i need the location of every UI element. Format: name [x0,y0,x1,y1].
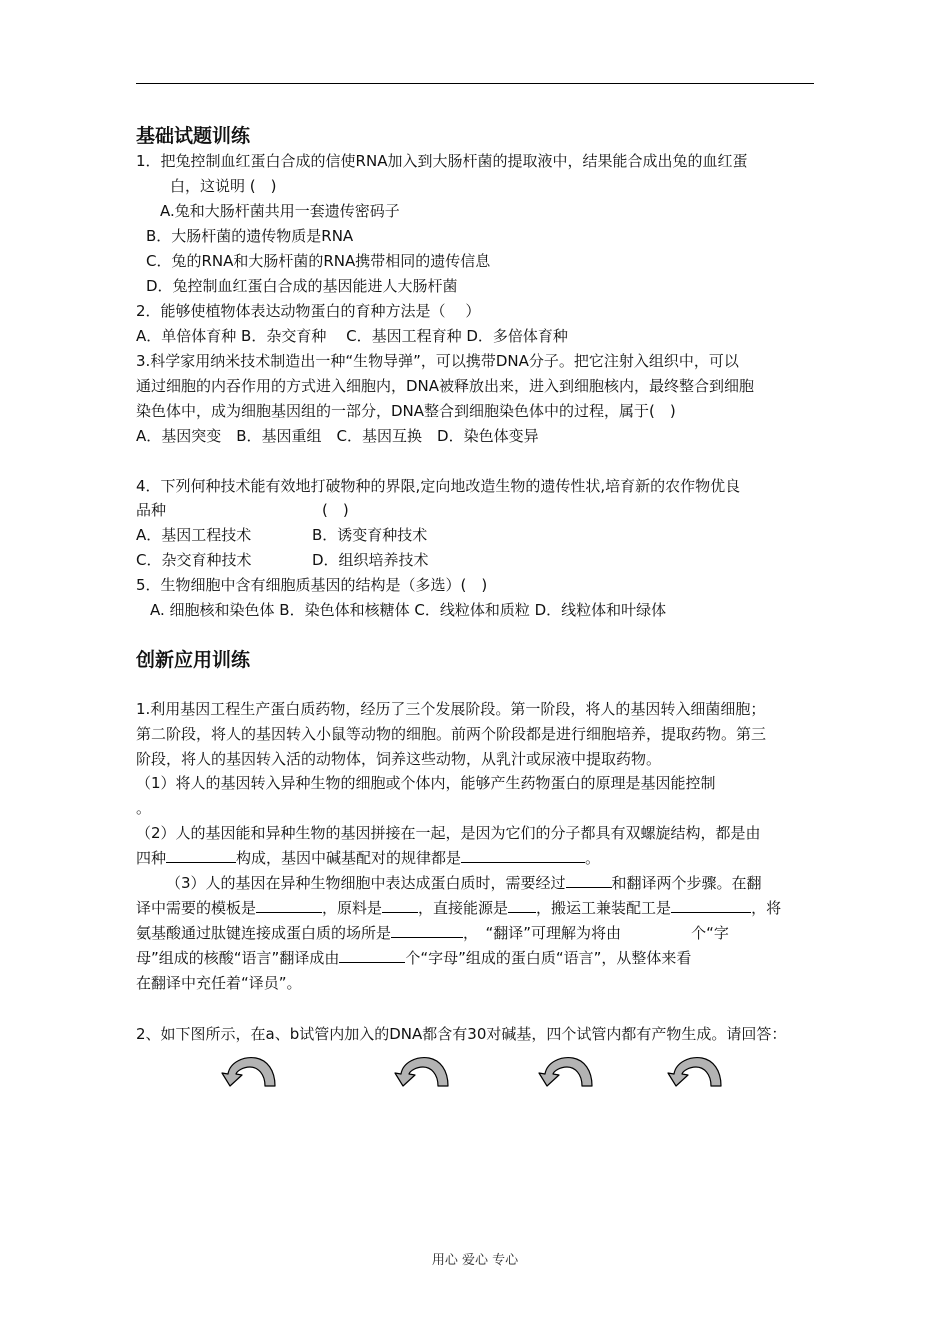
page-footer: 用心 爱心 专心 [431,1253,519,1268]
q5-options: A. 细胞核和染色体 B．染色体和核糖体 C．线粒体和质粒 D．线粒体和叶绿体 [150,601,667,619]
q3-line2: 通过细胞的内吞作用的方式进入细胞内，DNA被释放出来，进入到细胞核内，最终整合到细胞 [136,377,755,395]
text-segment: ，直接能源是 [418,899,509,917]
section1-heading: 基础试题训练 [136,125,251,147]
s2q1-p3-line3 [136,923,826,943]
text-segment: 。 [585,849,601,867]
s2q1-p2-line2 [136,848,826,868]
answer-blank [566,873,612,888]
text-segment: ， “翻译”可理解为将由 [463,924,622,942]
s2q1-line3: 阶段，将人的基因转入活的动物体，饲养这些动物，从乳汁或尿液中提取药物。 [136,750,662,768]
header-rule [136,83,814,84]
q3-options: A．基因突变 B．基因重组 C．基因互换 D．染色体变异 [136,427,539,445]
q4-option-a: A．基因工程技术 [136,526,252,544]
text-segment: 个“字 [691,924,729,942]
s2q1-p1-line1: （1）将人的基因转入异种生物的细胞或个体内，能够产生药物蛋白的原理是基因能控制 [136,774,716,792]
test-tube-figure [0,1052,950,1096]
answer-blank [508,898,536,913]
q4-option-c: C．杂交育种技术 [136,551,252,569]
s2q1-p3-line1 [166,873,856,893]
text-segment: 四种 [136,849,167,867]
s2q1-line1: 1.利用基因工程生产蛋白质药物，经历了三个发展阶段。第一阶段，将人的基因转入细菌细胞； [136,700,766,718]
q1-stem-line2: 白，这说明 ( ) [170,177,277,195]
q2-options: A．单倍体育种 B．杂交育种 C．基因工程育种 D．多倍体育种 [136,327,568,345]
answer-blank [382,898,418,913]
answer-blank [461,848,585,863]
text-segment: 母”组成的核酸“语言”翻译成由 [136,949,340,967]
q4-option-d: D．组织培养技术 [312,551,429,569]
text-segment: 和翻译两个步骤。在翻 [611,874,762,892]
answer-blank [671,898,751,913]
text-segment: ，将 [751,899,782,917]
s2q1-p1-line2: 。 [136,799,152,817]
s2q1-p3-line4 [136,948,826,968]
answer-blank [166,848,236,863]
s2q1-line2: 第二阶段，将人的基因转入小鼠等动物的细胞。前两个阶段都是进行细胞培养，提取药物。第三 [136,725,767,743]
answer-blank [256,898,322,913]
q5-stem: 5．生物细胞中含有细胞质基因的结构是（多选）( ) [136,576,488,594]
q4-answer-bracket: ( ) [322,501,349,519]
text-segment: ，原料是 [322,899,383,917]
s2q1-p2-line1: （2）人的基因能和异种生物的基因拼接在一起，是因为它们的分子都具有双螺旋结构，都是由 [136,824,761,842]
text-segment: ，搬运工兼装配工是 [536,899,672,917]
curved-arrow-icon [393,1052,451,1092]
curved-arrow-icon [220,1052,278,1092]
answer-blank [339,948,405,963]
text-segment: 氨基酸通过肽键连接成蛋白质的场所是 [136,924,392,942]
q1-option-c: C．兔的RNA和大肠杆菌的RNA携带相同的遗传信息 [146,252,491,270]
q4-line2-text: 品种 [136,501,167,519]
q1-option-d: D．兔控制血红蛋白合成的基因能进人大肠杆菌 [146,277,458,295]
answer-blank [391,923,463,938]
text-segment: （3）人的基因在异种生物细胞中表达成蛋白质时，需要经过 [166,874,566,892]
s2q2-stem: 2、如下图所示，在a、b试管内加入的DNA都含有30对碱基，四个试管内都有产物生成。请回答： [136,1025,787,1043]
s2q1-p3-line5: 在翻译中充任着“译员”。 [136,974,302,992]
s2q1-p3-line2 [136,898,826,918]
curved-arrow-icon [537,1052,595,1092]
q4-line2 [136,500,826,520]
q4-option-b: B．诱变育种技术 [312,526,428,544]
q1-option-a: A.兔和大肠杆菌共用一套遗传密码子 [160,202,400,220]
text-segment: 构成，基因中碱基配对的规律都是 [236,849,462,867]
q4-line1: 4．下列何种技术能有效地打破物种的界限,定向地改造生物的遗传性状,培育新的农作物优良 [136,477,741,495]
q1-option-b: B．大肠杆菌的遗传物质是RNA [146,227,354,245]
section2-heading: 创新应用训练 [136,649,251,671]
q3-line3: 染色体中，成为细胞基因组的一部分，DNA整合到细胞染色体中的过程，属于( ) [136,402,676,420]
curved-arrow-icon [666,1052,724,1092]
q1-stem-line1: 1．把兔控制血红蛋白合成的信使RNA加入到大肠杆菌的提取液中，结果能合成出兔的血红蛋 [136,152,748,170]
q3-line1: 3.科学家用纳米技术制造出一种“生物导弹”，可以携带DNA分子。把它注射入组织中，可以 [136,352,739,370]
text-segment: 个“字母”组成的蛋白质“语言”，从整体来看 [405,949,692,967]
q2-stem: 2．能够使植物体表达动物蛋白的育种方法是（ ） [136,302,481,320]
text-segment: 译中需要的模板是 [136,899,257,917]
